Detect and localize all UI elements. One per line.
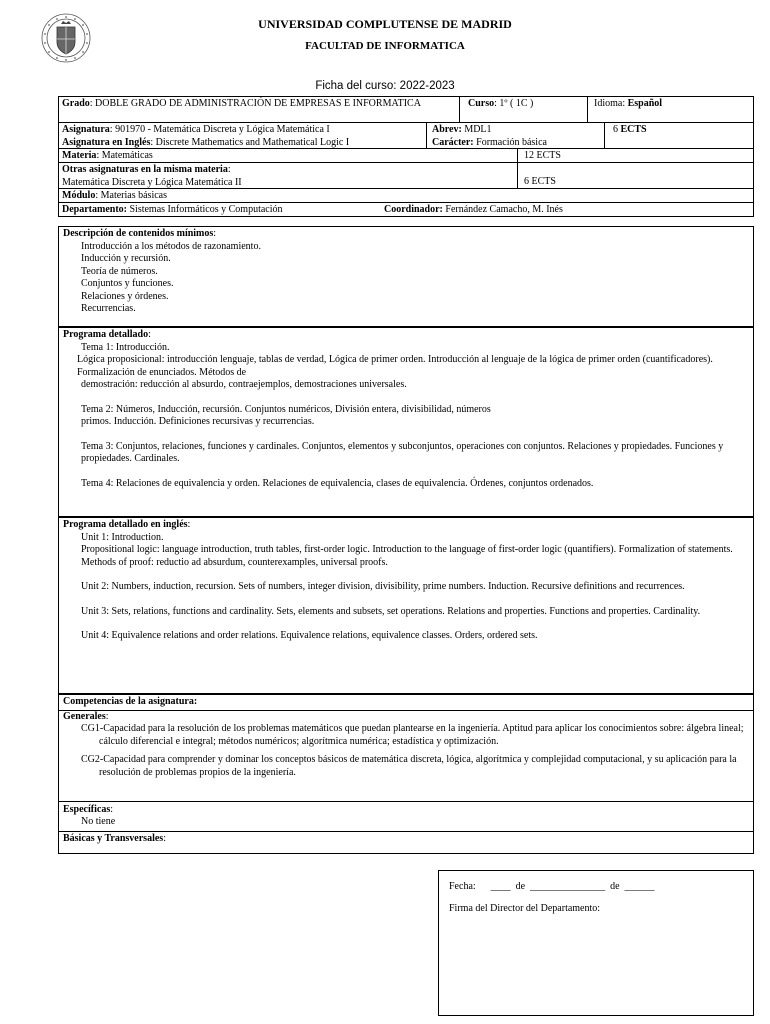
curso-label: Curso <box>468 98 495 109</box>
asignatura-value: : 901970 - Matemática Discreta y Lógica Matemática I <box>109 124 330 135</box>
row-otras: Otras asignaturas en la misma materia: Matemática Discreta y Lógica Matemática II 6 ECTS <box>59 163 753 189</box>
idioma-value: Español <box>627 98 663 109</box>
tema-1-heading: Tema 1: Introducción. <box>81 341 170 353</box>
signature-box <box>438 870 754 1016</box>
basicas-block: Básicas y Transversales: <box>63 832 166 844</box>
abrev-value: MDL1 <box>461 124 492 135</box>
generales-label: Generales <box>63 710 106 722</box>
especificas-value: No tiene <box>81 816 116 827</box>
coord-value: Fernández Camacho, M. Inés <box>442 204 563 215</box>
idioma-label: Idioma: <box>594 98 626 109</box>
programa-section: Programa detallado: Tema 1: Introducción. Lógica proposicional: introducción lenguaje, tablas de verdad, Lógica de primer orden. Introducción al lenguaje de la lógica de primer orden (cuantificadores). Formalización de enunciados. Métodos de demostración: reducción al absurdo, contraejemplos, demostraciones universales. Tema 2: Números, Inducción, recursión. Conjuntos numéricos, División entera, divisibilidad, números primos. Inducción. Definiciones recursivas y recurrencias. Tema 3: Conjuntos, relaciones, funciones y cardinales. Conjuntos, elementos y subconjuntos, operaciones con conjuntos. Relaciones y propiedades. Funciones y propiedades. Cardinales. Tema 4: Relaciones de equivalencia y orden. Relaciones de equivalencia, clases de equivalencia. Órdenes, conjuntos ordenados. <box>58 327 754 517</box>
otras-value: Matemática Discreta y Lógica Matemática II <box>62 176 242 188</box>
materia-ects-number: 12 <box>524 150 537 161</box>
unit-3: Unit 3: Sets, relations, functions and cardinality. Sets, elements and subsets, set operations. Relations and properties. Functions and properties. Cardinality. <box>81 605 701 617</box>
row-modulo <box>59 189 753 203</box>
basicas-label: Básicas y Transversales <box>63 832 164 844</box>
especificas-block: Específicas: No tiene <box>59 802 753 832</box>
unit-4: Unit 4: Equivalence relations and order relations. Equivalence relations, equivalence classes. Orders, ordered sets. <box>81 630 538 641</box>
course-info-table <box>58 96 754 217</box>
cg1: CG1-Capacidad para la resolución de los problemas matemáticos que puedan plantearse en la ingeniería. Aptitud para aplicar los conocimientos sobre: álgebra lineal; cálculo diferencial e integral; métodos numéricos; algorítmica numérica; estadística y optimización. <box>81 723 744 747</box>
university-name: UNIVERSIDAD COMPLUTENSE DE MADRID <box>258 17 512 31</box>
row-materia <box>59 149 753 163</box>
especificas-label: Específicas <box>63 803 111 815</box>
programa-en-section: Programa detallado en inglés: Unit 1: Introduction. Propositional logic: language introduction, truth tables, first-order logic. Introduction to the language of first-order logic (quantifiers). Formalization of statements. Methods of proof: reductio ad absurdum, counterexamples, universal proofs. Unit 2: Numbers, induction, recursion. Sets of numbers, integer division, divisibility, prime numbers. Induction. Recursive definitions and recurrences. Unit 3: Sets, relations, functions and cardinality. Sets, elements and subsets, set operations. Relations and properties. Functions and properties. Cardinality. Unit 4: Equivalence relations and order relations. Equivalence relations, equivalence classes. Orders, ordered sets. <box>58 517 754 694</box>
cg2: CG2-Capacidad para comprender y dominar los conceptos básicos de matemática discreta, lógica, algorítmica y complejidad computacional, y su aplicación para la resolución de problemas propios de la ingeniería. <box>81 754 737 778</box>
asig-en-value: : Discrete Mathematics and Mathematical Logic I <box>150 136 350 148</box>
competencias-title: Competencias de la asignatura: <box>63 696 198 707</box>
competencias-section <box>58 694 754 854</box>
tema-3: Tema 3: Conjuntos, relaciones, funciones y cardinales. Conjuntos, elementos y subconjuntos, operaciones con conjuntos. Relaciones y propiedades. Funciones y propiedades. Cardinales. <box>81 440 724 464</box>
grado-label: Grado <box>62 98 90 109</box>
course-year: Ficha del curso: 2022-2023 <box>315 80 455 92</box>
caracter-label: Carácter: <box>432 136 474 148</box>
generales-block: Generales: CG1-Capacidad para la resolución de los problemas matemáticos que puedan plantearse en la ingeniería. Aptitud para aplicar los conocimientos sobre: álgebra lineal; cálculo diferencial e integral; métodos numéricos; algorítmica numérica; estadística y optimización. CG2-Capacidad para comprender y dominar los conceptos básicos de matemática discreta, lógica, algorítmica y complejidad computacional, y su aplicación para la resolución de problemas propios de la ingeniería. <box>59 711 753 802</box>
unit-2: Unit 2: Numbers, induction, recursion. Sets of numbers, integer division, divisibility, prime numbers. Induction. Recursive definitions and recurrences. <box>81 581 685 592</box>
materia-value: : Matemáticas <box>96 150 153 161</box>
descripcion-section: Descripción de contenidos mínimos: Introducción a los métodos de razonamiento. Inducción y recursión. Teoría de números. Conjuntos y funciones. Relaciones y órdenes. Recurrencias. <box>58 226 754 327</box>
asig-en-label: Asignatura en Inglés <box>62 136 151 148</box>
modulo-value: : Materias básicas <box>95 190 167 201</box>
grado-value: : DOBLE GRADO DE ADMINISTRACIÓN DE EMPRESAS E INFORMATICA <box>89 98 421 109</box>
list-item: Inducción y recursión. <box>81 253 171 264</box>
list-item: Teoría de números. <box>81 265 158 277</box>
depto-label: Departamento: <box>62 204 127 215</box>
row-grado <box>59 97 753 123</box>
abrev-label: Abrev: <box>432 124 462 135</box>
firma-label: Firma del Director del Departamento: <box>449 902 601 914</box>
tema-2-line-2: primos. Inducción. Definiciones recursivas y recurrencias. <box>81 416 315 427</box>
faculty-name: FACULTAD DE INFORMATICA <box>305 40 465 52</box>
row-asignatura <box>59 123 753 149</box>
unit-1-text: Propositional logic: language introduction, truth tables, first-order logic. Introduction to the language of first-order logic (quantifiers). Formalization of statements. Methods of proof: reductio ad absurdum, counterexamples, universal proofs. <box>81 544 733 568</box>
list-item: Conjuntos y funciones. <box>81 278 174 289</box>
row-departamento <box>59 203 753 217</box>
programa-en-title: Programa detallado en inglés <box>63 519 188 530</box>
tema-1-text-2: demostración: reducción al absurdo, contraejemplos, demostraciones universales. <box>81 379 407 390</box>
descripcion-list <box>63 241 749 316</box>
materia-ects-label: ECTS <box>536 150 561 161</box>
programa-title: Programa detallado <box>63 329 149 340</box>
fecha-line: Fecha: ____ de _______________ de ______ <box>449 881 655 892</box>
modulo-label: Módulo <box>62 190 96 201</box>
descripcion-title: Descripción de contenidos mínimos <box>63 228 214 239</box>
tema-4: Tema 4: Relaciones de equivalencia y orden. Relaciones de equivalencia, clases de equivalencia. Órdenes, conjuntos ordenados. <box>81 477 594 489</box>
ects-number: 6 <box>613 124 621 135</box>
tema-2-line-1: Tema 2: Números, Inducción, recursión. Conjuntos numéricos, División entera, divisibilidad, números <box>81 403 491 415</box>
tema-1-text: Lógica proposicional: introducción lenguaje, tablas de verdad, Lógica de primer orden. Introducción al lenguaje de la lógica de primer orden (cuantificadores). Formalización de enunciados. Métodos de <box>77 354 713 378</box>
list-item: Introducción a los métodos de razonamiento. <box>81 240 261 252</box>
unit-1-heading: Unit 1: Introduction. <box>81 531 164 543</box>
depto-value: Sistemas Informáticos y Computación <box>126 204 283 215</box>
ects-label: ECTS <box>620 124 647 135</box>
caracter-value: Formación básica <box>473 136 547 148</box>
materia-label: Materia <box>62 150 97 161</box>
otras-ects: 6 ECTS <box>524 176 556 187</box>
list-item: Relaciones y órdenes. <box>81 290 169 302</box>
asignatura-label: Asignatura <box>62 124 110 135</box>
coord-label: Coordinador: <box>384 204 443 215</box>
curso-value: : 1º ( 1C ) <box>494 98 534 109</box>
list-item: Recurrencias. <box>81 303 136 314</box>
otras-label: Otras asignaturas en la misma materia <box>62 164 228 175</box>
